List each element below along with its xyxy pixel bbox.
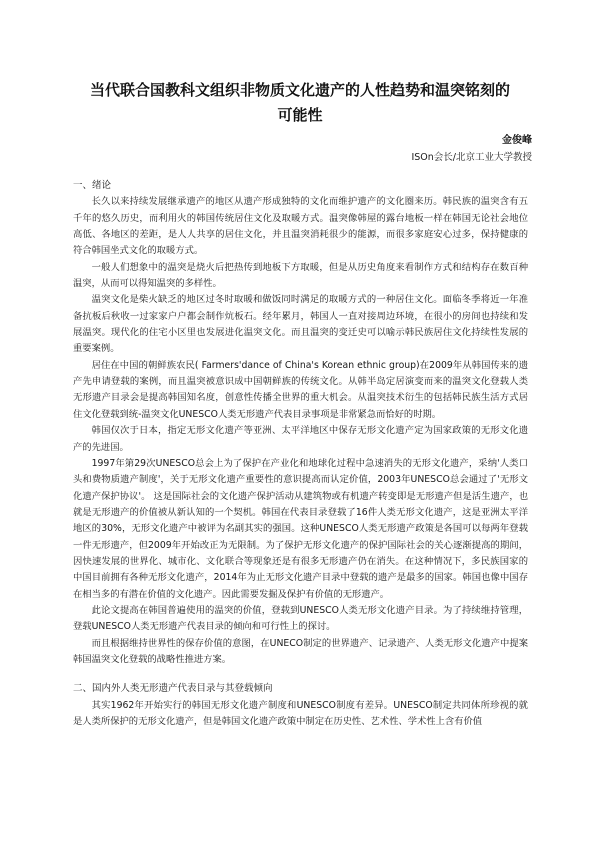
paragraph: 此论文提高在韩国普遍使用的温突的价值，登载到UNESCO人类无形文化遗产目录。为了持续维持管理，登载UNESCO人类无形遗产代表目录的倾向和可行性上的探讨。: [73, 604, 528, 633]
paragraph: 居住在中国的朝鲜族农民( Farmers'dance of China's Korean ethnic group)在2009年从韩国传来的遗产先申请登载的案例，而且温突被意识成中国朝鲜族的传统文化。从韩半岛定居演变而来的温突文化登载人类无形遗产目录会是提高韩国知名度，创意性传播全世界的重大机会。从温突技术衍生的包括韩民族生活方式居住文化登载到统-温突文化UNESCO人类无形遗产代表目录事项是非常紧急而恰好的时期。: [73, 359, 528, 420]
paragraph: 韩国仅次于日本，指定无形文化遗产等亚洲、太平洋地区中保存无形文化遗产定为国家政策的无形文化遗产的先进国。: [73, 425, 528, 453]
author-name: 金俊峰: [502, 135, 532, 146]
paragraph: 其实1962年开始实行的韩国无形文化遗产制度和UNESCO制度有差异。UNESCO制定共同体所珍视的就是人类所保护的无形文化遗产，但是韩国文化遗产政策中制定在历史性、艺术性、学术性上含有价值: [73, 699, 528, 727]
author-affiliation: ISOn会长/北京工业大学教授: [411, 152, 532, 163]
section-spacer: [73, 668, 528, 681]
paragraph: 1997年第29次UNESCO总会上为了保护在产业化和地球化过程中急速消失的无形文化遗产，采纳'人类口头和费物质遗产制度'，关于无形文化遗产重要性的意识提高而认定价值，2003年UNESCO总会通过了'无形文化遗产保护协议'。 这是国际社会的文化遗产保护活动从建筑物或有机遗产转变即是无形遗产但是活生遗产，也就是无形遗产的价值被从新认知的一个契机。韩国在代表目录登载了16件人类无形文化遗产，这是亚洲太平洋地区的30%，无形文化遗产中被评为名副其实的强国。这种UNESCO人类无形遗产政策是各国可以每两年登载一件无形遗产，但2009年开始改正为无限制。为了保护无形文化遗产的保护国际社会的关心逐渐提高的期间，因快速发展的世界化、城市化、文化联合等现象还是有很多无形遗产仍在消失。在这种情况下，多民族国家的中国目前拥有各种无形文化遗产，2014年为止无形文化遗产目录中登载的遗产是最多的国家。韩国也像中国存在相当多的有潜在价值的文化遗产。因此需要发掘及保护有价值的无形遗产。: [73, 457, 528, 600]
title-line-1: 当代联合国教科文组织非物质文化遗产的人性趋势和温突铭刻的: [89, 81, 510, 99]
paragraph: 一般人们想象中的温突是烧火后把热传到地板下方取暖，但是从历史角度来看制作方式和结构存在数百种温突，从而可以得知温突的多样性。: [73, 261, 528, 290]
paragraph: 长久以来持续发展继承遗产的地区从遗产形成独特的文化而维护遗产的文化圈来历。韩民族的温突含有五千年的悠久历史，而利用火的韩国传统居住文化及取暖方式。温突像韩屋的露台地板一样在韩国无论社会地位高低、各地区的差距，是人人共享的居住文化，并且温突消耗很少的能源，而很多家庭安心过多，保持健康的符合韩国坐式文化的取暖方式。: [73, 196, 528, 257]
section-heading-introduction: 一、绪论: [73, 180, 112, 191]
paper-body: [73, 178, 528, 730]
title-line-2: 可能性: [277, 106, 323, 124]
paragraph: 温突文化是柴火缺乏的地区过冬时取暖和做饭同时满足的取暖方式的一种居住文化。面临冬季将近一年准备抗板后秋收一过家家户户都会制作炕板石。经年累月，韩国人一直对接周边环境，在很小的房间也持续和发展温突。现代化的住宅小区里也发展进化温突文化。而且温突的变迁史可以喻示韩民族居住文化持续性发展的重要案例。: [73, 294, 528, 355]
paragraph: 而且根据维持世界性的保存价值的意图，在UNECO制定的世界遗产、记录遗产、人类无形文化遗产中提案韩国温突文化登载的战略性推进方案。: [73, 637, 528, 665]
paper-title: [60, 78, 540, 128]
section-heading-domestic-international: 二、国内外人类无形遗产代表目录与其登载倾向: [73, 683, 273, 695]
